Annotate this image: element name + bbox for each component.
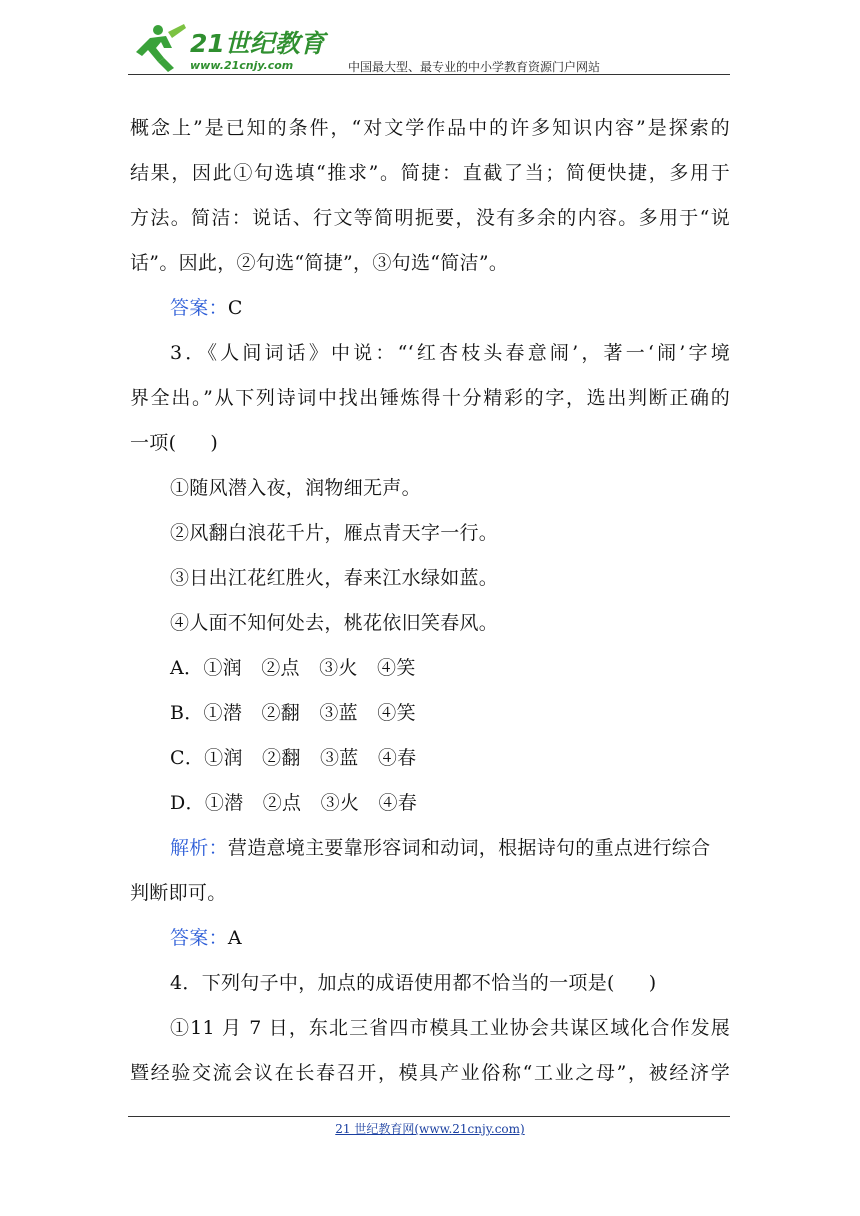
poem-line: ①随风潜入夜，润物细无声。: [170, 477, 421, 499]
site-logo[interactable]: [128, 18, 338, 76]
analysis-line: 判断即可。: [130, 882, 227, 904]
analysis-label: 解析：: [170, 837, 228, 859]
answer-label: 答案：: [170, 297, 228, 319]
question-4-item: ①11 月 7 日，东北三省四市模具工业协会共谋区域化合作发展: [170, 1017, 730, 1039]
text-line: 结果，因此①句选填“推求”。简捷：直截了当；简便快捷，多用于: [130, 162, 730, 184]
poem-line: ③日出江花红胜火，春来江水绿如蓝。: [170, 567, 499, 589]
footer-link[interactable]: 21 世纪教育网(www.21cnjy.com): [335, 1122, 525, 1136]
question-stem: 一项(: [130, 432, 177, 454]
question-stem: 4．下列句子中，加点的成语使用都不恰当的一项是(: [170, 972, 615, 994]
poem-line: ②风翻白浪花千片，雁点青天字一行。: [170, 522, 499, 544]
document-body: [130, 106, 730, 1096]
analysis-text: 营造意境主要靠形容词和动词，根据诗句的重点进行综合: [227, 837, 711, 859]
answer-label: 答案：: [170, 927, 228, 949]
page-header: [128, 18, 730, 76]
option-c: C．①润 ②翻 ③蓝 ④春: [170, 747, 417, 769]
analysis-line: [130, 826, 730, 871]
question-3-line: 3．《人间词话》中说：“‘红杏枝头春意闹’，著一‘闹’字境: [170, 342, 730, 364]
answer-line: [130, 286, 730, 331]
text-line: 方法。简洁：说话、行文等简明扼要，没有多余的内容。多用于“说: [130, 207, 730, 229]
question-4-line: [130, 961, 730, 1006]
option-a: A．①润 ②点 ③火 ④笑: [170, 657, 416, 679]
option-d: D．①潜 ②点 ③火 ④春: [170, 792, 418, 814]
question-stem-close: ): [210, 432, 219, 454]
runner-icon: [136, 24, 186, 72]
answer-line: [130, 916, 730, 961]
option-b: B．①潜 ②翻 ③蓝 ④笑: [170, 702, 416, 724]
text-line: 概念上”是已知的条件，“对文学作品中的许多知识内容”是探索的: [130, 117, 730, 139]
answer-value: A: [227, 927, 242, 949]
answer-value: C: [227, 297, 243, 319]
logo-url: www.21cnjy.com: [190, 59, 294, 72]
footer-divider: [128, 1116, 730, 1117]
question-stem-close: ): [648, 972, 657, 994]
logo-text: 21世纪教育: [190, 29, 325, 58]
header-divider: [128, 74, 730, 75]
poem-line: ④人面不知何处去，桃花依旧笑春风。: [170, 612, 499, 634]
text-line: 话”。因此，②句选“简捷”，③句选“简洁”。: [130, 252, 509, 274]
site-slogan: 中国最大型、最专业的中小学教育资源门户网站: [348, 60, 601, 74]
question-3-line: 界全出。”从下列诗词中找出锤炼得十分精彩的字，选出判断正确的: [130, 387, 730, 409]
question-3-line: [130, 421, 730, 466]
question-4-item: 暨经验交流会议在长春召开，模具产业俗称“工业之母”，被经济学: [130, 1062, 730, 1084]
